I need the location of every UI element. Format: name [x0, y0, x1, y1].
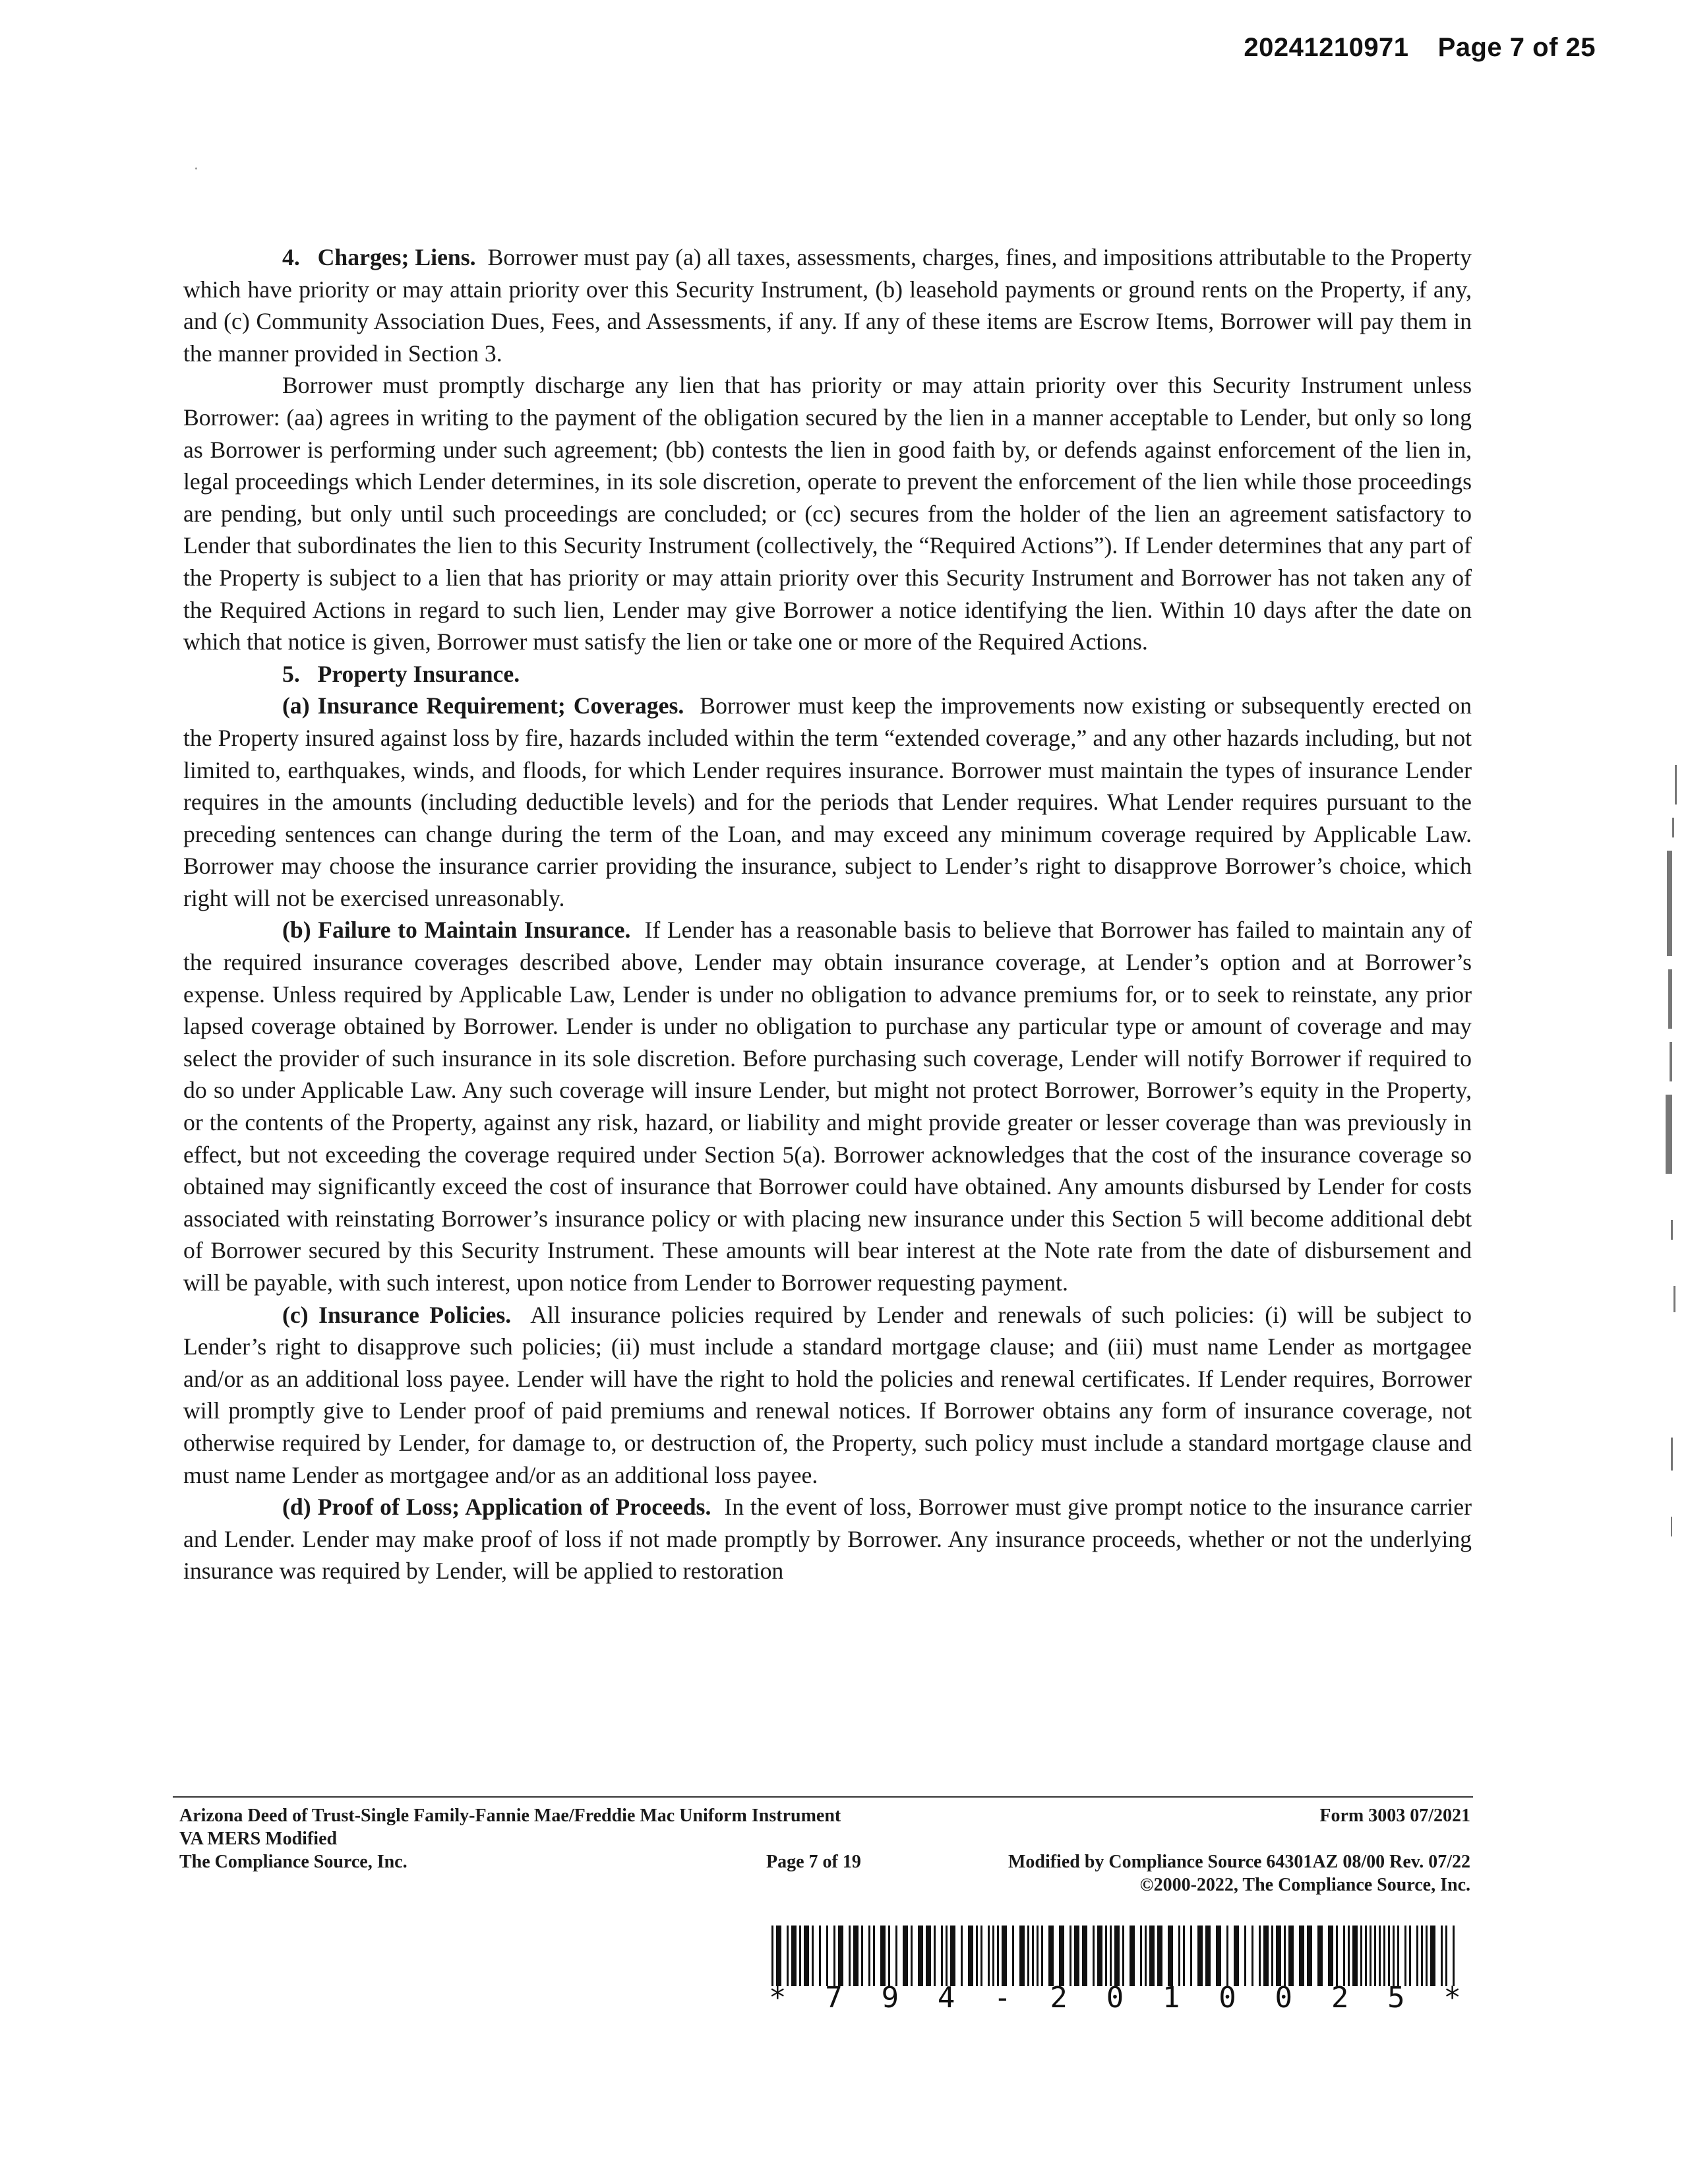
barcode-bar: [1157, 1926, 1162, 1986]
barcode-bar: [950, 1926, 955, 1986]
section-5-heading: [183, 658, 1472, 690]
barcode-char: -: [994, 1981, 1011, 2015]
section-5c-paragraph: [183, 1299, 1472, 1492]
barcode-bar: [1216, 1926, 1221, 1986]
barcode-bar: [968, 1926, 973, 1986]
barcode-bar: [1328, 1926, 1333, 1986]
scan-speck: [195, 167, 197, 169]
barcode-bar: [861, 1926, 863, 1986]
barcode-bar: [1145, 1926, 1147, 1986]
section-4-discharge-paragraph: [183, 369, 1472, 657]
barcode-bar: [1374, 1926, 1376, 1986]
footer-copyright: ©2000-2022, The Compliance Source, Inc.: [1139, 1875, 1470, 1895]
barcode-bar: [819, 1926, 821, 1986]
barcode-bar: [926, 1926, 931, 1986]
barcode-char: *: [1443, 1981, 1461, 2015]
barcode-bar: [1244, 1926, 1246, 1986]
barcode-graphic: [769, 1926, 1461, 1986]
barcode-bar: [1093, 1926, 1095, 1986]
barcode-char: 4: [937, 1981, 955, 2015]
barcode-bar: [1027, 1926, 1029, 1986]
barcode-bar: [1059, 1926, 1064, 1986]
barcode-bar: [1251, 1926, 1253, 1986]
barcode-bar: [1114, 1926, 1120, 1986]
barcode-bar: [1284, 1926, 1286, 1986]
section-5a-title: (a) Insurance Requirement; Coverages.: [282, 692, 684, 719]
barcode-bar: [880, 1926, 886, 1986]
barcode-bar: [1183, 1926, 1185, 1986]
barcode-bar: [1360, 1926, 1362, 1986]
barcode-bar: [1307, 1926, 1312, 1986]
barcode-bar: [1074, 1926, 1079, 1986]
barcode-bar: [1441, 1926, 1443, 1986]
barcode-bar: [1317, 1926, 1323, 1986]
barcode-bar: [1263, 1926, 1269, 1986]
barcode-bar: [903, 1926, 908, 1986]
barcode-bar: [1388, 1926, 1390, 1986]
barcode-bar: [1178, 1926, 1180, 1986]
section-4-title: Charges; Liens.: [317, 244, 476, 270]
barcode-bar: [1130, 1926, 1135, 1986]
section-5d-title: (d) Proof of Loss; Application of Proceeds.: [282, 1494, 711, 1521]
barcode-bar: [833, 1926, 835, 1986]
barcode-bar: [1426, 1926, 1428, 1986]
footer-company: The Compliance Source, Inc.: [179, 1852, 407, 1872]
barcode-bar: [1205, 1926, 1211, 1986]
barcode-bar: [1299, 1926, 1304, 1986]
barcode-char: 5: [1387, 1981, 1405, 2015]
section-5b-text: If Lender has a reasonable basis to believe that Borrower has failed to maintain any of the required insurance coverages described above, Lender may obtain insurance coverage, at Lender’s option and at Borrower’s expense. Unless required by Applicable Law, Lender is under no obligation to advance premiums for, or to seek to reinstate, any prior lapsed coverage obtained by Borrower. Lender is under no obligation to purchase any particular type or amount of coverage and may select the provider of such insurance in its sole discretion. Before purchasing such coverage, Lender will notify Borrower if required to do so under Applicable Law. Any such coverage will insure Lender, but might not protect Borrower, Borrower’s equity in the Property, or the contents of the Property, against any risk, hazard, or liability and might provide greater or lesser coverage than was previously in effect, but not exceeding the coverage required under Section 5(a). Borrower acknowledges that the cost of the insurance coverage so obtained may significantly exceed the cost of insurance that Borrower could have obtained. Any amounts disbursed by Lender for costs associated with reinstating Borrower’s insurance policy or with placing new insurance under this Section 5 will become additional debt of Borrower secured by this Security Instrument. These amounts will bear interest at the Note rate from the date of disbursement and will be payable, with such interest, upon notice from Lender to Borrower requesting payment.: [183, 917, 1472, 1296]
barcode-bar: [1037, 1926, 1039, 1986]
barcode-bar: [946, 1926, 948, 1986]
barcode-bar: [997, 1926, 999, 1986]
barcode-bar: [1140, 1926, 1142, 1986]
barcode-bar: [804, 1926, 809, 1986]
barcode-char: 0: [1219, 1981, 1236, 2015]
section-5c-text: All insurance policies required by Lender and renewals of such policies: (i) will be subject to Lender’s right to disapprove such policies; (ii) must include a standard mortgage clause; and (iii) must name Lender as mortgagee and/or as an additional loss payee. Lender will have the right to hold the policies and renewal certificates. If Lender requires, Borrower will promptly give to Lender proof of paid premiums and renewal notices. If Borrower obtains any form of insurance coverage, not otherwise required by Lender, for damage to, or destruction of, the Property, such policy must include a standard mortgage clause and must name Lender as mortgagee and/or as an additional loss payee.: [183, 1301, 1472, 1488]
barcode-char: 2: [1050, 1981, 1068, 2015]
barcode-bar: [934, 1926, 936, 1986]
barcode-bar: [1190, 1926, 1192, 1986]
barcode-bar: [1105, 1926, 1107, 1986]
barcode-bar: [1393, 1926, 1395, 1986]
barcode-bar: [1365, 1926, 1367, 1986]
barcode-bar: [873, 1926, 875, 1986]
barcode-bar: [1453, 1926, 1455, 1986]
barcode-bar: [838, 1926, 843, 1986]
recording-stamp: [1244, 33, 1596, 63]
barcode-bar: [1343, 1926, 1345, 1986]
barcode-bar: [1234, 1926, 1239, 1986]
barcode-bar: [1336, 1926, 1338, 1986]
barcode-char: *: [769, 1981, 787, 2015]
barcode-bar: [1430, 1926, 1435, 1986]
barcode-bar: [1197, 1926, 1203, 1986]
section-5-title: Property Insurance.: [317, 660, 520, 687]
barcode-bar: [1082, 1926, 1087, 1986]
barcode-char: 9: [881, 1981, 899, 2015]
barcode-bar: [799, 1926, 801, 1986]
footer-page-number: Page 7 of 19: [766, 1852, 861, 1872]
footer-form-title: Arizona Deed of Trust-Single Family-Fannie Mae/Freddie Mac Uniform Instrument: [179, 1805, 841, 1826]
barcode-bar: [976, 1926, 978, 1986]
barcode-bar: [992, 1926, 994, 1986]
barcode-bar: [1416, 1926, 1418, 1986]
barcode-bar: [1352, 1926, 1358, 1986]
barcode-bar: [895, 1926, 897, 1986]
barcode-bar: [1019, 1926, 1025, 1986]
footer-modifier: VA MERS Modified: [179, 1829, 338, 1849]
barcode-bar: [1002, 1926, 1007, 1986]
barcode-bar: [1122, 1926, 1124, 1986]
recording-page-label: Page 7 of 25: [1437, 33, 1596, 62]
barcode-bar: [849, 1926, 851, 1986]
section-5d-paragraph: [183, 1491, 1472, 1587]
section-5b-title: (b) Failure to Maintain Insurance.: [282, 917, 631, 944]
document-body: [183, 241, 1472, 1587]
barcode-bar: [1168, 1926, 1173, 1986]
barcode-bar: [961, 1926, 963, 1986]
barcode-bar: [787, 1926, 789, 1986]
barcode-bar: [918, 1926, 923, 1986]
barcode-bar: [1397, 1926, 1399, 1986]
barcode-bar: [980, 1926, 982, 1986]
section-5a-text: Borrower must keep the improvements now existing or subsequently erected on the Property insured against loss by fire, hazards included within the term “extended coverage,” and any other hazards including, but not limited to, earthquakes, winds, and floods, for which Lender requires insurance. Borrower must maintain the types of insurance Lender requires in the amounts (including deductible levels) and for the periods that Lender requires. What Lender requires pursuant to the preceding sentences can change during the term of the Loan, and may exceed any minimum coverage required by Applicable Law. Borrower may choose the insurance carrier providing the insurance, subject to Lender’s right to disapprove Borrower’s choice, which right will not be exercised unreasonably.: [183, 692, 1472, 911]
document-number: 20241210971: [1244, 33, 1409, 62]
barcode-bar: [1445, 1926, 1447, 1986]
section-5c-title: (c) Insurance Policies.: [282, 1301, 512, 1328]
barcode-bar: [1048, 1926, 1054, 1986]
barcode-bar: [911, 1926, 913, 1986]
barcode-bar: [1041, 1926, 1043, 1986]
barcode-bar: [1097, 1926, 1102, 1986]
section-4-text: Borrower must pay (a) all taxes, assessments, charges, fines, and impositions attributable to the Property which have priority or may attain priority over this Security Instrument, (b) leasehold payments or ground rents on the Property, if any, and (c) Community Association Dues, Fees, and Assessments, if any. If any of these items are Escrow Items, Borrower will pay them in the manner provided in Section 3.: [183, 244, 1472, 367]
barcode-bar: [771, 1926, 773, 1986]
footer-form-number: Form 3003 07/2021: [1319, 1805, 1470, 1826]
barcode-bar: [1409, 1926, 1411, 1986]
barcode-bar: [1421, 1926, 1423, 1986]
section-4-number: 4.: [282, 244, 300, 270]
barcode-bar: [1383, 1926, 1385, 1986]
section-5d-text: In the event of loss, Borrower must give prompt notice to the insurance carrier and Lender. Lender may make proof of loss if not made promptly by Borrower. Any insurance proceeds, whether or not the underlying insurance was required by Lender, will be applied to restoration: [183, 1494, 1472, 1585]
barcode-bar: [1070, 1926, 1071, 1986]
barcode-bar: [1379, 1926, 1381, 1986]
barcode-bar: [1110, 1926, 1112, 1986]
barcode-bar: [888, 1926, 890, 1986]
barcode-bar: [1032, 1926, 1034, 1986]
barcode-text: [769, 1981, 1461, 2015]
barcode-bar: [826, 1926, 828, 1986]
barcode-char: 0: [1106, 1981, 1124, 2015]
barcode-char: 0: [1275, 1981, 1293, 2015]
barcode-bar: [776, 1926, 781, 1986]
barcode-bar: [1149, 1926, 1155, 1986]
scanner-margin-marks: [1648, 765, 1688, 1754]
barcode-bar: [1276, 1926, 1281, 1986]
barcode-bar: [1288, 1926, 1294, 1986]
barcode-bar: [1370, 1926, 1372, 1986]
barcode-bar: [1012, 1926, 1014, 1986]
footer-modified-by: Modified by Compliance Source 64301AZ 08/00 Rev. 07/22: [1008, 1852, 1470, 1872]
form-footer: [179, 1804, 1470, 1896]
barcode-char: 1: [1162, 1981, 1180, 2015]
barcode-bar: [988, 1926, 990, 1986]
barcode-char: 7: [825, 1981, 843, 2015]
barcode-char: 2: [1331, 1981, 1349, 2015]
section-4-discharge-text: Borrower must promptly discharge any lien that has priority or may attain priority over this Security Instrument unless Borrower: (aa) agrees in writing to the payment of the obligation secured by the lien in a manner acceptable to Lender, but only so long as Borrower is performing under such agreement; (bb) contests the lien in good faith by, or defends against enforcement of the lien in, legal proceedings which Lender determines, in its sole discretion, operate to prevent the enforcement of the lien while those proceedings are pending, but only until such proceedings are concluded; or (cc) secures from the holder of the lien an agreement satisfactory to Lender that subordinates the lien to this Security Instrument (collectively, the “Required Actions”). If Lender determines that any part of the Property is subject to a lien that has priority or may attain priority over this Security Instrument and Borrower has not taken any of the Required Actions in regard to such lien, Lender may give Borrower a notice identifying the lien. Within 10 days after the date on which that notice is given, Borrower must satisfy the lien or take one or more of the Required Actions.: [183, 372, 1472, 655]
section-5-number: 5.: [282, 660, 300, 687]
barcode-bar: [1348, 1926, 1350, 1986]
barcode-bar: [1271, 1926, 1273, 1986]
section-5b-paragraph: [183, 914, 1472, 1298]
barcode-bar: [941, 1926, 943, 1986]
barcode-bar: [868, 1926, 870, 1986]
barcode-bar: [1226, 1926, 1228, 1986]
section-4-charges-liens: [183, 241, 1472, 369]
barcode-bar: [791, 1926, 797, 1986]
footer-divider: [173, 1796, 1473, 1798]
section-5a-paragraph: [183, 690, 1472, 914]
barcode-bar: [853, 1926, 859, 1986]
barcode-bar: [1404, 1926, 1406, 1986]
barcode-bar: [812, 1926, 814, 1986]
barcode-bar: [1259, 1926, 1261, 1986]
